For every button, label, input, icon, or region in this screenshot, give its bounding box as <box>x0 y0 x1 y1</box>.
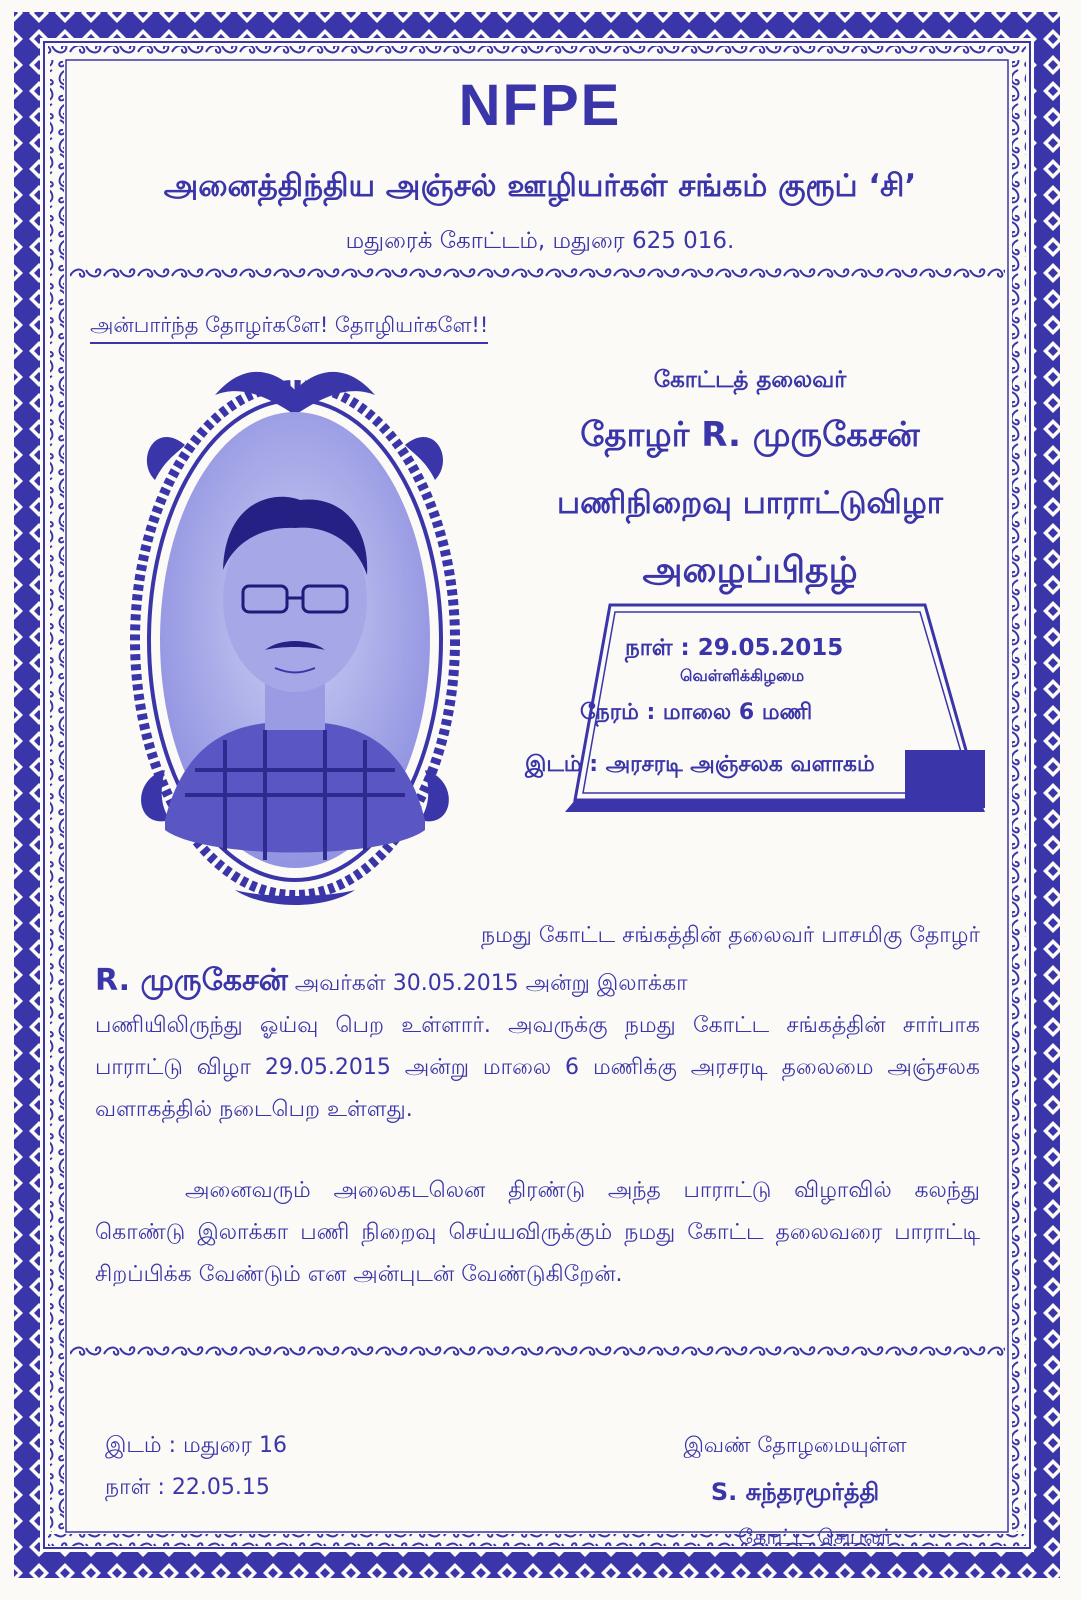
event-venue: இடம் : அரசரடி அஞ்சலக வளாகம் <box>525 752 875 777</box>
body-paragraph-1-rest: பணியிலிருந்து ஓய்வு பெற உள்ளார். அவருக்கு நமது கோட்ட சங்கத்தின் சார்பாக பாராட்டு விழா 29.05.2015 அன்று மாலை 6 மணிக்கு அரசரடி தலைமை அஞ்சலக வளாகத்தில் நடைபெற உள்ளது. <box>95 1013 980 1122</box>
footer-closing: இவண் தோழமையுள்ள <box>683 1433 907 1457</box>
invitation-word: அழைப்பிதழ் <box>642 550 858 591</box>
organization-address: மதுரைக் கோட்டம், மதுரை 625 016. <box>345 228 735 254</box>
event-day: வெள்ளிக்கிழமை <box>680 666 805 685</box>
body-honoree-name: R. முருகேசன் <box>95 963 288 998</box>
event-time: நேரம் : மாலை 6 மணி <box>580 700 813 725</box>
greeting: அன்பார்ந்த தோழர்களே! தோழியர்களே!! <box>90 313 488 344</box>
honoree-name: தோழர் R. முருகேசன் <box>580 415 920 455</box>
footer-date: நாள் : 22.05.15 <box>105 1475 270 1500</box>
body-paragraph-1-line-1: நமது கோட்ட சங்கத்தின் தலைவர் பாசமிகு தோழர் <box>480 923 980 948</box>
body-paragraph-1-line-2 <box>95 960 980 1005</box>
brand-title: NFPE <box>458 73 622 138</box>
body-paragraph-1-line-2-text: அவர்கள் 30.05.2015 அன்று இலாக்கா <box>287 971 688 996</box>
content-area <box>70 60 1010 1549</box>
body-paragraph-2: அனைவரும் அலைகடலென திரண்டு அந்த பாராட்டு விழாவில் கலந்து கொண்டு இலாக்கா பணி நிறைவு செய்யவிருக்கும் நமது கோட்ட தலைவரை பாராட்டி சிறப்பிக்க வேண்டும் என அன்புடன் வேண்டுகிறேன். <box>95 1178 980 1287</box>
event-date: நாள் : 29.05.2015 <box>625 635 844 661</box>
footer-signer: S. சுந்தரமூர்த்தி <box>710 1478 880 1506</box>
footer-role: கோட்ட செயலர் <box>738 1525 892 1549</box>
honoree-photo-frame <box>125 350 465 910</box>
event-title: பணிநிறைவு பாராட்டுவிழா <box>557 485 943 521</box>
footer-place: இடம் : மதுரை 16 <box>105 1433 287 1458</box>
designation: கோட்டத் தலைவர் <box>653 367 847 393</box>
organization-name: அனைத்திந்திய அஞ்சல் ஊழியர்கள் சங்கம் குரூப் ‘சி’ <box>163 168 917 204</box>
